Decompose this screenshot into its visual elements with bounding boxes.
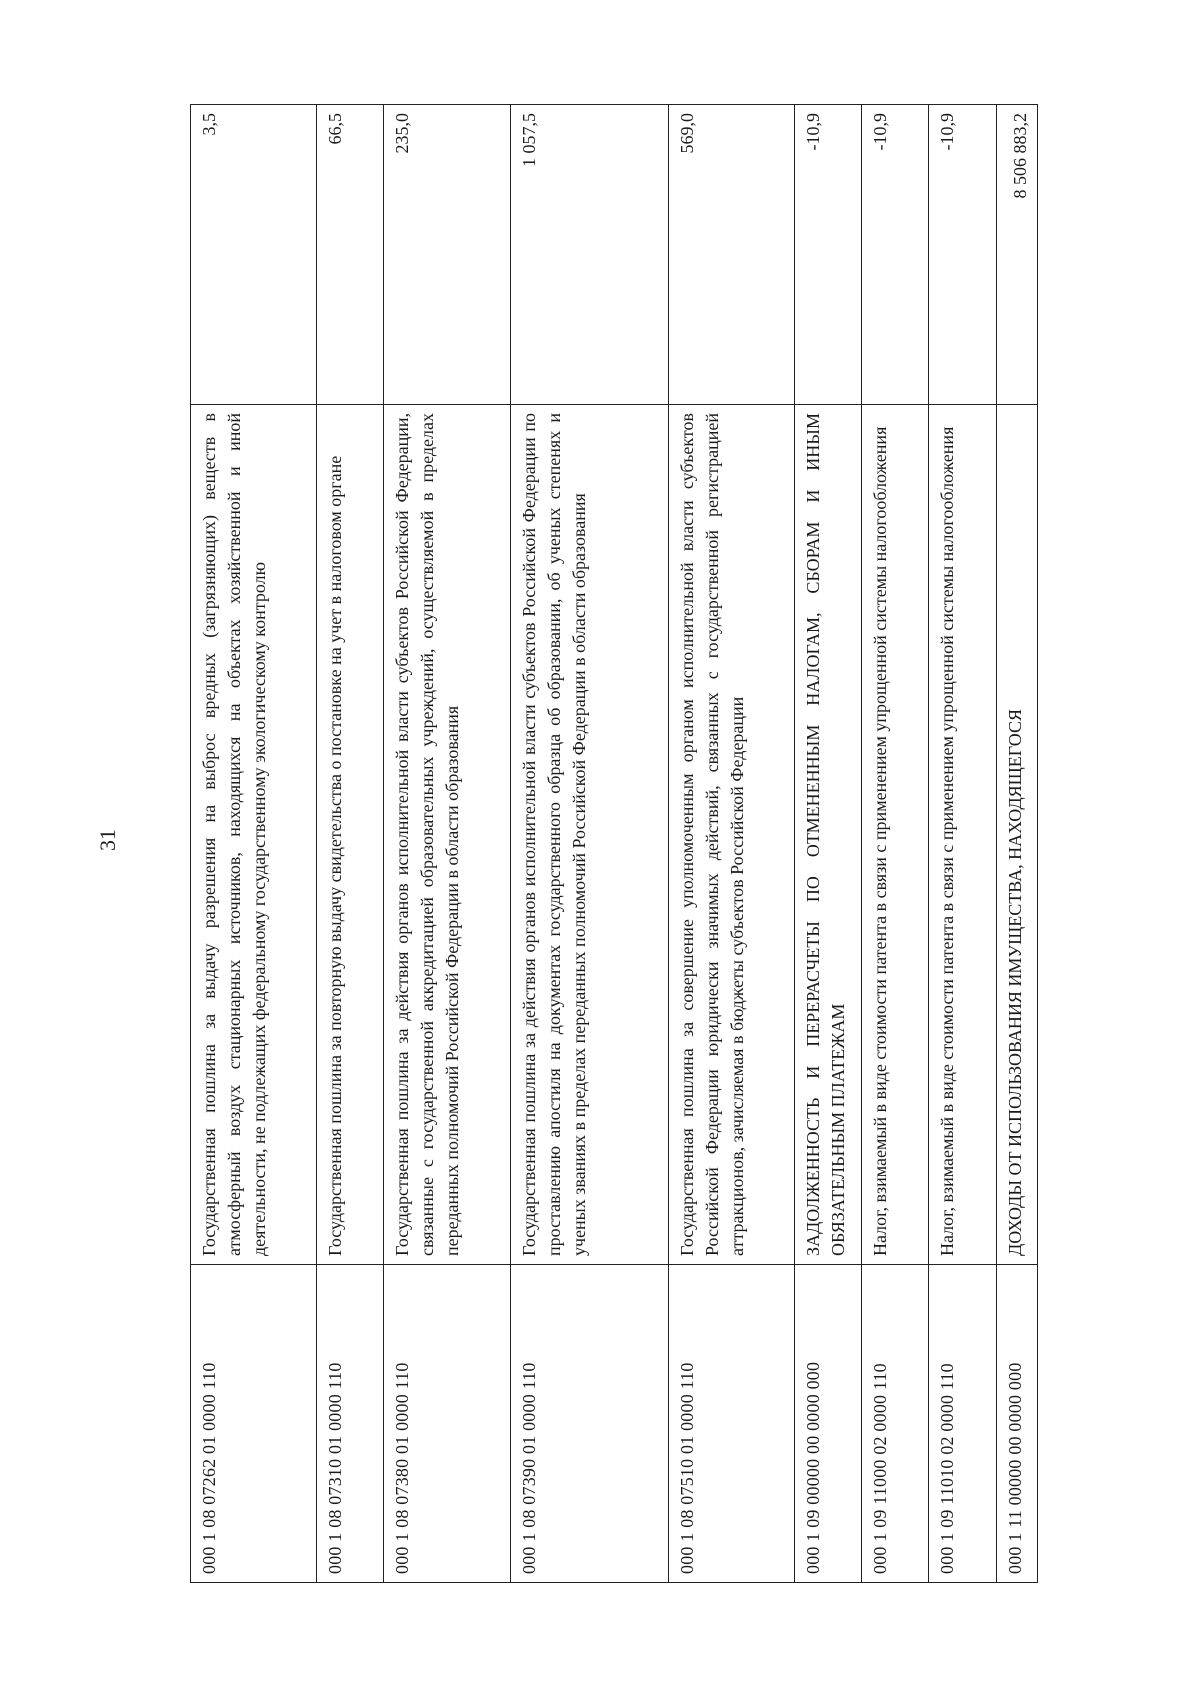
table-row (510, 105, 668, 1583)
budget-code-cell: 000 1 09 11010 02 0000 110 (929, 1265, 996, 1583)
budget-code-cell: 000 1 08 07510 01 0000 110 (668, 1265, 794, 1583)
amount-cell: 8 506 883,2 (996, 105, 1037, 405)
description-cell: Государственная пошлина за повторную выдачу свидетельства о постановке на учет в налоговом органе (317, 405, 384, 1265)
budget-code-cell: 000 1 09 00000 00 0000 000 (794, 1265, 861, 1583)
description-cell: Государственная пошлина за выдачу разрешения на выброс вредных (загрязняющих) веществ в атмосферный воздух стационарных источников, находящихся на объектах хозяйственной и иной деятельности, не подлежащих федеральному государственному экологическому контролю (191, 405, 317, 1265)
amount-cell: 66,5 (317, 105, 384, 405)
description-cell: ДОХОДЫ ОТ ИСПОЛЬЗОВАНИЯ ИМУЩЕСТВА, НАХОДЯЩЕГОСЯ (996, 405, 1037, 1265)
budget-code-cell: 000 1 08 07310 01 0000 110 (317, 1265, 384, 1583)
budget-revenue-table (190, 104, 1038, 1583)
description-cell: Государственная пошлина за совершение уполномоченным органом исполнительной власти субъектов Российской Федерации юридически значимых действий, связанных с государственной регистрацией аттракционов, зачисляемая в бюджеты субъектов Российской Федерации (668, 405, 794, 1265)
description-cell: Государственная пошлина за действия органов исполнительной власти субъектов Российской Федерации по проставлению апостиля на документах государственного образца об образовании, об ученых степенях и ученых званиях в пределах переданных полномочий Российской Федерации в области образования (510, 405, 668, 1265)
description-cell: Налог, взимаемый в виде стоимости патента в связи с применением упрощенной системы налогообложения (862, 405, 929, 1265)
table-row (862, 105, 929, 1583)
table-row (191, 105, 317, 1583)
description-cell: ЗАДОЛЖЕННОСТЬ И ПЕРЕРАСЧЕТЫ ПО ОТМЕНЕННЫМ НАЛОГАМ, СБОРАМ И ИНЫМ ОБЯЗАТЕЛЬНЫМ ПЛАТЕЖАМ (794, 405, 861, 1265)
table-row (317, 105, 384, 1583)
page-number: 31 (95, 829, 120, 851)
amount-cell: 235,0 (384, 105, 510, 405)
budget-code-cell: 000 1 08 07390 01 0000 110 (510, 1265, 668, 1583)
table-row (929, 105, 996, 1583)
budget-code-cell: 000 1 08 07262 01 0000 110 (191, 1265, 317, 1583)
table-row (668, 105, 794, 1583)
amount-cell: 1 057,5 (510, 105, 668, 405)
budget-code-cell: 000 1 11 00000 00 0000 000 (996, 1265, 1037, 1583)
description-cell: Государственная пошлина за действия органов исполнительной власти субъектов Российской Федерации, связанные с государственной аккредитацией образовательных учреждений, осуществляемой в пределах переданных полномочий Российской Федерации в области образования (384, 405, 510, 1265)
table-row (794, 105, 861, 1583)
amount-cell: 569,0 (668, 105, 794, 405)
budget-code-cell: 000 1 09 11000 02 0000 110 (862, 1265, 929, 1583)
amount-cell: -10,9 (929, 105, 996, 405)
rotated-content (190, 105, 1038, 1583)
table-row (384, 105, 510, 1583)
amount-cell: -10,9 (862, 105, 929, 405)
amount-cell: 3,5 (191, 105, 317, 405)
amount-cell: -10,9 (794, 105, 861, 405)
description-cell: Налог, взимаемый в виде стоимости патента в связи с применением упрощенной системы налогообложения (929, 405, 996, 1265)
table-row (996, 105, 1037, 1583)
budget-code-cell: 000 1 08 07380 01 0000 110 (384, 1265, 510, 1583)
